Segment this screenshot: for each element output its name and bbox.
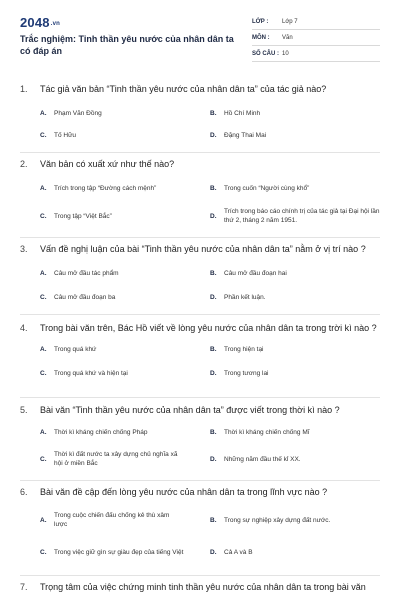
option-b[interactable] xyxy=(210,109,380,118)
question-options xyxy=(40,420,380,474)
option-a[interactable] xyxy=(40,184,210,193)
option-letter: C. xyxy=(40,369,47,377)
option-text: Trong tương lai xyxy=(224,369,269,377)
option-letter: C. xyxy=(40,293,47,301)
option-row xyxy=(40,444,380,474)
option-text: Câu mở đầu đoạn hai xyxy=(224,269,287,277)
meta-key: LỚP : xyxy=(252,18,269,25)
question-text: Tác giả văn bản “Tinh thần yêu nước của nhân dân ta” của tác giả nào? xyxy=(40,84,327,94)
option-text: Thời kì kháng chiến chống Pháp xyxy=(54,428,148,436)
option-d[interactable] xyxy=(210,293,380,302)
option-d[interactable] xyxy=(210,131,380,140)
question-item xyxy=(20,80,380,153)
option-b[interactable] xyxy=(210,269,380,278)
option-letter: D. xyxy=(210,548,217,556)
option-row xyxy=(40,337,380,361)
option-text: Hồ Chí Minh xyxy=(224,109,261,117)
option-text: Cả A và B xyxy=(224,548,253,556)
option-text: Thời kì kháng chiến chống Mĩ xyxy=(224,428,310,436)
meta-table xyxy=(252,14,380,62)
question-options xyxy=(40,504,380,568)
option-a[interactable] xyxy=(40,428,210,437)
question-text: Văn bản có xuất xứ như thế nào? xyxy=(40,159,175,169)
option-letter: B. xyxy=(210,269,217,277)
meta-key: SỐ CÂU : xyxy=(252,50,279,57)
option-row xyxy=(40,124,380,146)
option-letter: B. xyxy=(210,516,217,524)
option-letter: A. xyxy=(40,109,47,117)
option-letter: A. xyxy=(40,269,47,277)
option-letter: D. xyxy=(210,212,217,220)
question-header xyxy=(20,576,380,593)
question-header xyxy=(20,315,380,334)
option-c[interactable] xyxy=(40,369,210,378)
option-row xyxy=(40,102,380,124)
option-d[interactable] xyxy=(210,455,380,464)
question-number: 1. xyxy=(20,84,28,94)
option-row xyxy=(40,361,380,385)
option-c[interactable] xyxy=(40,293,210,302)
question-text: Trọng tâm của việc chứng minh tinh thần yêu nước của nhân dân ta trong bài văn xyxy=(40,582,366,592)
option-d[interactable] xyxy=(210,369,380,378)
option-text: Trong quá khứ xyxy=(54,345,97,353)
option-letter: B. xyxy=(210,428,217,436)
option-row xyxy=(40,285,380,309)
question-options xyxy=(40,176,380,232)
option-letter: D. xyxy=(210,131,217,139)
option-b[interactable] xyxy=(210,428,380,437)
option-text: Câu mở đầu đoạn ba xyxy=(54,293,116,301)
question-number: 6. xyxy=(20,487,28,497)
option-text: Thời kì đất nước ta xây dựng chủ nghĩa xã hội ở miền Bắc xyxy=(54,451,178,467)
question-number: 4. xyxy=(20,323,28,333)
question-text: Trong bài văn trên, Bác Hồ viết về lòng yêu nước của nhân dân ta trong trời kì nào ? xyxy=(40,323,377,333)
option-row xyxy=(40,536,380,568)
option-row xyxy=(40,504,380,536)
option-letter: D. xyxy=(210,369,217,377)
option-letter: C. xyxy=(40,548,47,556)
option-letter: C. xyxy=(40,131,47,139)
question-options xyxy=(40,261,380,309)
option-c[interactable] xyxy=(40,212,210,221)
question-header xyxy=(20,80,380,95)
option-a[interactable] xyxy=(40,511,210,529)
option-text: Đặng Thai Mai xyxy=(224,131,267,139)
option-text: Trong tập “Việt Bắc” xyxy=(54,212,112,220)
question-header xyxy=(20,398,380,416)
question-header xyxy=(20,153,380,170)
question-number: 3. xyxy=(20,244,28,254)
option-text: Câu mở đầu tác phẩm xyxy=(54,269,119,277)
option-letter: A. xyxy=(40,184,47,192)
logo-suffix: .vn xyxy=(50,20,61,27)
question-item xyxy=(20,153,380,238)
question-item xyxy=(20,481,380,576)
meta-row-class xyxy=(252,14,380,30)
option-b[interactable] xyxy=(210,184,380,193)
question-number: 2. xyxy=(20,159,28,169)
option-letter: A. xyxy=(40,516,47,524)
option-c[interactable] xyxy=(40,131,210,140)
option-b[interactable] xyxy=(210,345,380,354)
question-text: Bài văn “Tinh thần yêu nước của nhân dân ta” được viết trong thời kì nào ? xyxy=(40,405,340,415)
option-text: Phạm Văn Đồng xyxy=(54,109,102,117)
option-a[interactable] xyxy=(40,109,210,118)
option-text: Trong hiện tại xyxy=(224,345,264,353)
option-row xyxy=(40,176,380,200)
meta-row-count xyxy=(252,46,380,62)
option-letter: A. xyxy=(40,428,47,436)
option-row xyxy=(40,420,380,444)
meta-value: 10 xyxy=(282,50,289,57)
page-title: Trắc nghiệm: Tinh thần yêu nước của nhân dân ta có đáp án xyxy=(20,34,234,56)
option-letter: D. xyxy=(210,293,217,301)
question-number: 7. xyxy=(20,582,28,592)
option-letter: A. xyxy=(40,345,47,353)
question-item xyxy=(20,238,380,315)
option-text: Phần kết luận. xyxy=(224,293,266,301)
option-text: Trích trong tập “Đường cách mệnh” xyxy=(54,184,157,192)
question-header xyxy=(20,238,380,255)
option-letter: B. xyxy=(210,184,217,192)
logo-text: 2048 xyxy=(20,15,50,30)
option-letter: B. xyxy=(210,345,217,353)
option-text: Trong việc giữ gìn sự giàu đẹp của tiếng Việt xyxy=(54,548,184,556)
option-letter: D. xyxy=(210,455,217,463)
option-letter: B. xyxy=(210,109,217,117)
question-options xyxy=(40,102,380,146)
option-a[interactable] xyxy=(40,345,210,354)
question-item xyxy=(20,315,380,398)
option-text: Trong sự nghiệp xây dựng đất nước. xyxy=(224,516,331,524)
option-d[interactable] xyxy=(210,207,380,225)
question-text: Bài văn đề cập đến lòng yêu nước của nhân dân ta trong lĩnh vực nào ? xyxy=(40,487,328,497)
site-logo[interactable] xyxy=(20,15,60,30)
question-number: 5. xyxy=(20,405,28,415)
option-c[interactable] xyxy=(40,548,210,557)
option-letter: C. xyxy=(40,212,47,220)
question-header xyxy=(20,481,380,498)
question-text: Vấn đề nghị luận của bài “Tinh thần yêu nước của nhân dân ta” nằm ở vị trí nào ? xyxy=(40,244,366,254)
option-a[interactable] xyxy=(40,269,210,278)
option-b[interactable] xyxy=(210,516,380,525)
question-item xyxy=(20,576,380,606)
question-list xyxy=(20,80,380,606)
option-text: Trích trong báo cáo chính trị của tác giả tại Đại hội lần thứ 2, tháng 2 năm 1951. xyxy=(224,208,380,224)
option-text: Những năm đầu thế kỉ XX. xyxy=(224,455,301,463)
option-text: Trong quá khứ và hiện tại xyxy=(54,369,128,377)
meta-key: MÔN : xyxy=(252,34,270,41)
option-d[interactable] xyxy=(210,548,380,557)
option-row xyxy=(40,261,380,285)
option-letter: C. xyxy=(40,455,47,463)
meta-value: Văn xyxy=(282,34,293,41)
question-options xyxy=(40,337,380,385)
option-text: Tố Hữu xyxy=(54,131,77,139)
option-c[interactable] xyxy=(40,450,210,468)
option-text: Trong cuộc chiến đấu chống kẻ thù xâm lược xyxy=(54,512,170,528)
meta-value: Lớp 7 xyxy=(282,18,298,25)
option-row xyxy=(40,200,380,232)
meta-row-subject xyxy=(252,30,380,46)
option-text: Trong cuốn “Người cùng khổ” xyxy=(224,184,310,192)
question-item xyxy=(20,398,380,481)
